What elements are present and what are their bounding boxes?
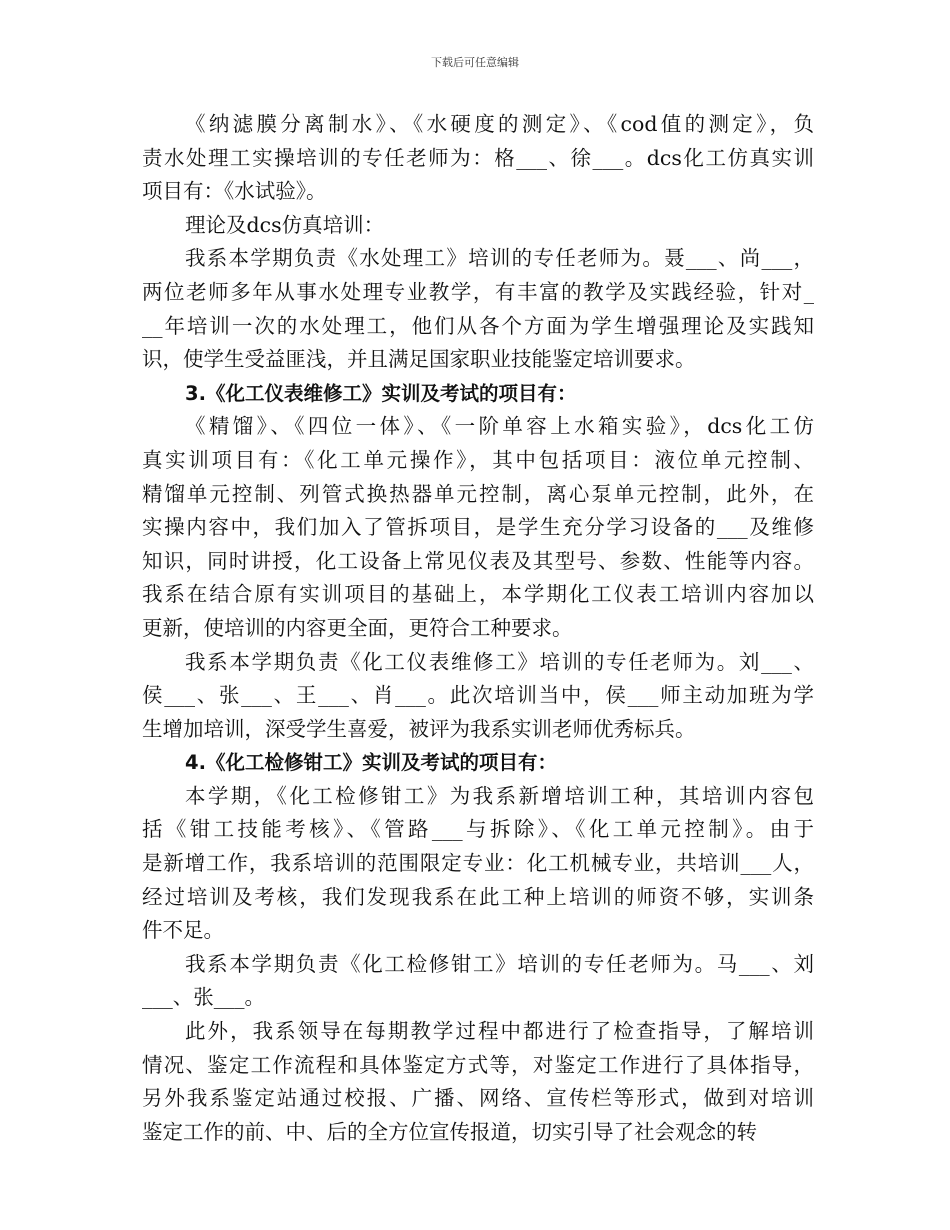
text-line: 识，使学生受益匪浅，并且满足国家职业技能鉴定培训要求。 [142,347,696,372]
text-line: 本学期，《化工检修钳工》为我系新增培训工种，其培训内容包 [185,783,814,808]
text-line: 理论及dcs仿真培训： [185,212,385,237]
text-line: 侯___、张___、王___、肖___。此次培训当中，侯___师主动加班为学 [142,683,814,708]
paragraph [142,108,814,209]
text-line: __年培训一次的水处理工，他们从各个方面为学生增强理论及实践知 [142,313,814,338]
paragraph [142,948,814,1015]
text-line: 我系本学期负责《化工检修钳工》培训的专任老师为。马___、刘 [185,951,814,976]
paragraph [142,410,814,645]
text-line: 另外我系鉴定站通过校报、广播、网络、宣传栏等形式，做到对培训 [142,1086,814,1111]
text-line: 我系本学期负责《水处理工》培训的专任老师为。聂___、尚___， [185,246,814,271]
text-line: 经过培训及考核，我们发现我系在此工种上培训的师资不够，实训条 [142,884,814,909]
section-heading: 4.《化工检修钳工》实训及考试的项目有： [185,751,557,775]
text-line: 括《钳工技能考核》、《管路___与拆除》、《化工单元控制》。由于 [142,817,814,842]
text-line: 责水处理工实操培训的专任老师为：格___、徐___。dcs化工仿真实训 [142,145,814,170]
text-line: 我系本学期负责《化工仪表维修工》培训的专任老师为。刘___、 [185,649,814,674]
paragraph [142,646,814,747]
text-line: 我系在结合原有实训项目的基础上，本学期化工仪表工培训内容加以 [142,582,814,607]
text-line: ___、张___。 [142,985,265,1010]
text-line: 项目有：《水试验》。 [142,179,327,204]
section-heading: 3.《化工仪表维修工》实训及考试的项目有： [185,381,577,405]
text-line: 实操内容中，我们加入了管拆项目，是学生充分学习设备的___及维修 [142,515,814,540]
text-line: 知识，同时讲授，化工设备上常见仪表及其型号、参数、性能等内容。 [142,548,814,573]
paragraph [142,780,814,948]
text-line: 是新增工作，我系培训的范围限定专业：化工机械专业，共培训___人， [142,851,814,876]
text-line: 更新，使培训的内容更全面，更符合工种要求。 [142,615,573,640]
text-line: 情况、鉴定工作流程和具体鉴定方式等，对鉴定工作进行了具体指导， [142,1052,814,1077]
paragraph [142,209,814,243]
paragraph [142,242,814,376]
text-line: 《纳滤膜分离制水》、《水硬度的测定》、《cod值的测定》，负 [185,112,814,136]
text-line: 件不足。 [142,918,224,943]
paragraph [142,1015,814,1149]
document-body [142,108,814,1149]
text-line: 两位老师多年从事水处理专业教学，有丰富的教学及实践经验，针对_ [142,279,814,304]
text-line: 鉴定工作的前、中、后的全方位宣传报道，切实引导了社会观念的转 [142,1119,757,1144]
text-line: 生增加培训，深受学生喜爱，被评为我系实训老师优秀标兵。 [142,716,696,741]
page-header: 下载后可任意编辑 [431,56,519,69]
text-line: 《精馏》、《四位一体》、《一阶单容上水箱实验》，dcs化工仿 [185,414,814,439]
text-line: 真实训项目有：《化工单元操作》，其中包括项目：液位单元控制、 [142,447,814,472]
text-line: 此外，我系领导在每期教学过程中都进行了检查指导，了解培训 [185,1019,814,1044]
text-line: 精馏单元控制、列管式换热器单元控制，离心泵单元控制，此外，在 [142,481,814,506]
